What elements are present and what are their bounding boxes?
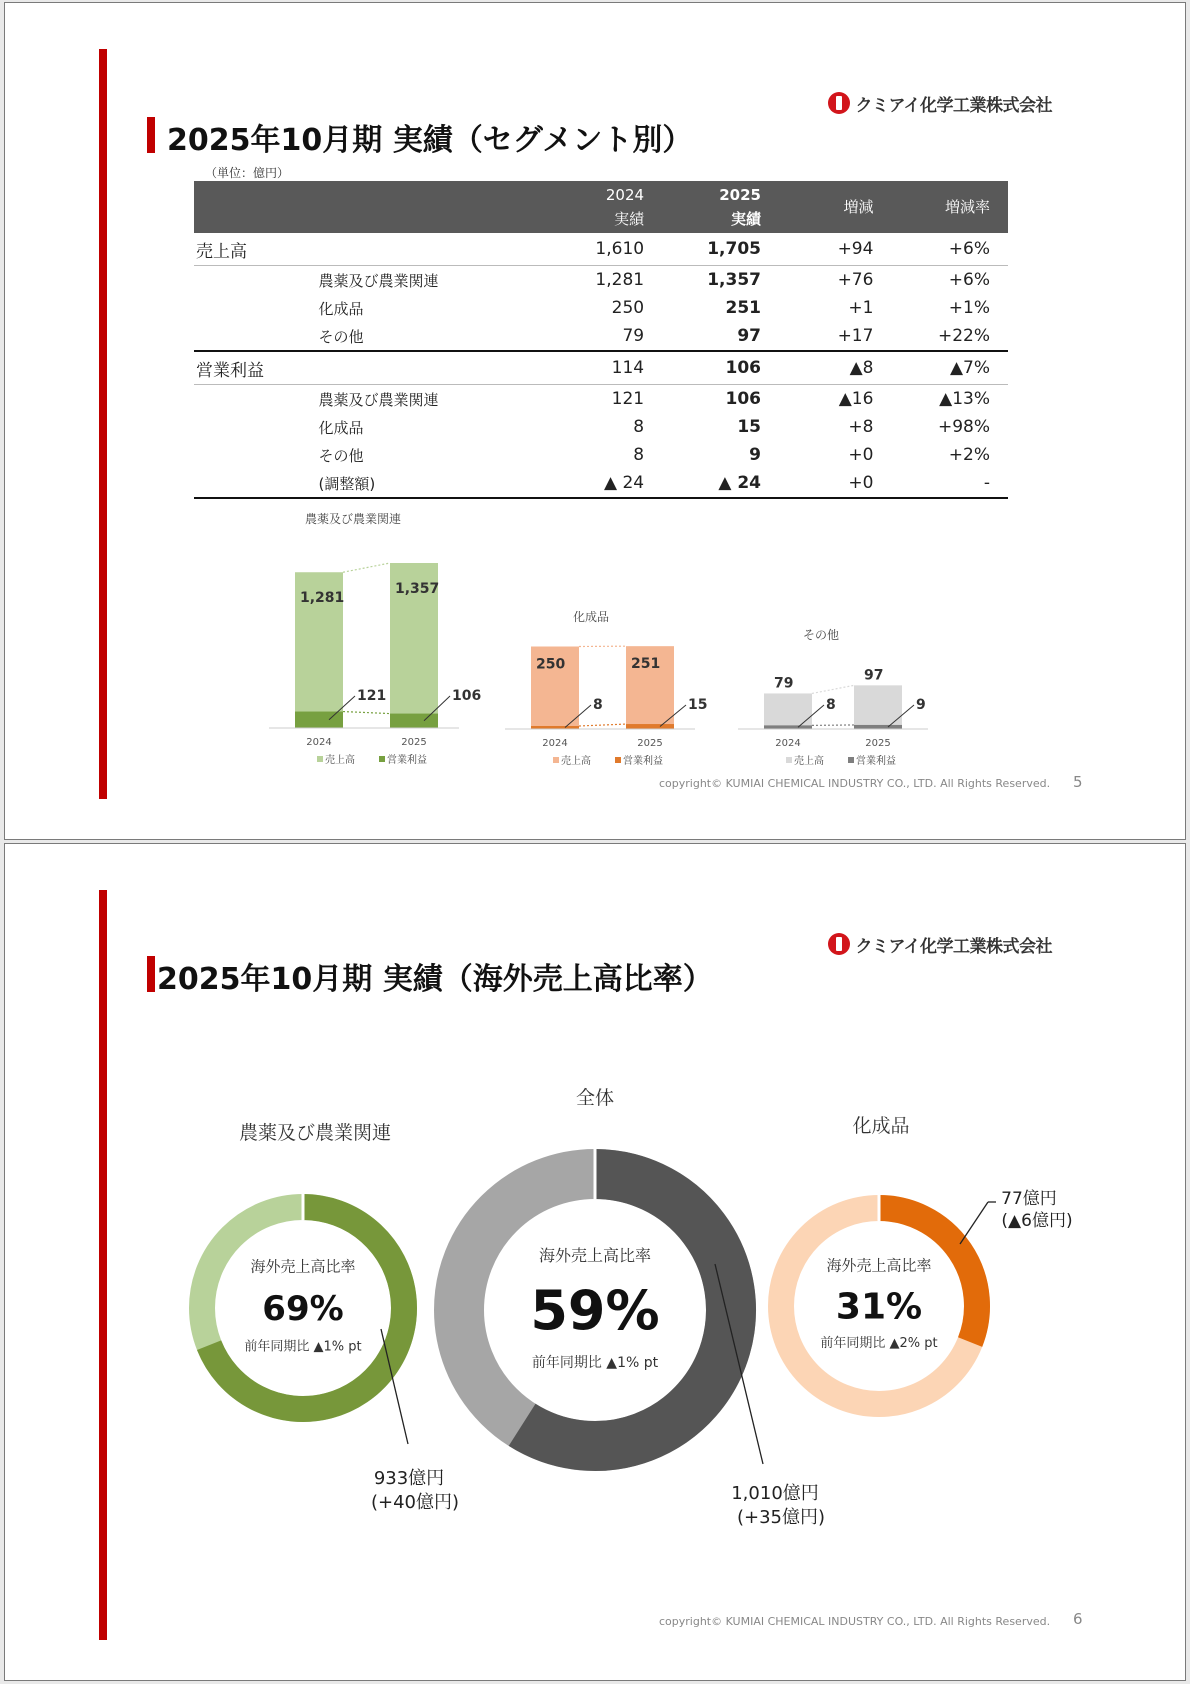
- row-label: 営業利益: [194, 351, 310, 385]
- value-diff: +76: [837, 270, 874, 290]
- legend-label-sales: 売上高: [325, 755, 355, 766]
- chart-title: 化成品: [573, 610, 610, 624]
- donut-center-label: 海外売上高比率: [538, 1246, 652, 1266]
- legend-label-sales: 売上高: [794, 756, 824, 767]
- sales-connector: [812, 685, 854, 693]
- value-2025: 97: [737, 326, 761, 346]
- donut-comparison: 前年同期比 ▲2% pt: [820, 1336, 938, 1352]
- profit-bar: [764, 725, 812, 729]
- sales-value-label: 1,281: [300, 590, 345, 607]
- donut-comparison: 前年同期比 ▲1% pt: [531, 1355, 659, 1372]
- profit-connector: [343, 712, 390, 714]
- amount-leader-line: [960, 1202, 988, 1244]
- value-rate: ▲7%: [891, 351, 1008, 385]
- profit-connector: [579, 724, 626, 726]
- value-rate: ▲13%: [939, 389, 990, 409]
- slide-title: 2025年10月期 実績（セグメント別）: [167, 123, 693, 158]
- overseas-amount-change: (+35億円): [736, 1507, 826, 1528]
- sales-bar: [854, 685, 902, 729]
- donut-center-label: 海外売上高比率: [826, 1256, 932, 1275]
- sales-value-label: 1,357: [395, 581, 440, 597]
- legend-swatch-sales: [786, 757, 792, 763]
- legend-swatch-sales: [553, 757, 559, 763]
- value-2025: 15: [737, 417, 761, 437]
- segment-chart-1: [505, 609, 707, 767]
- profit-value-label: 8: [593, 697, 603, 713]
- value-2024: 8: [633, 417, 645, 437]
- row-sublabel: (調整額): [310, 469, 546, 498]
- donut-title: 農薬及び農業関連: [238, 1122, 392, 1144]
- legend-label-profit: 営業利益: [387, 755, 427, 766]
- page-number: 5: [1073, 773, 1083, 791]
- slide-overseas-ratio: [4, 843, 1186, 1681]
- value-2024: 1,281: [595, 270, 645, 290]
- copyright-footer: copyright© KUMIAI CHEMICAL INDUSTRY CO., LTD. All Rights Reserved.: [659, 777, 1051, 790]
- donut-percent: 69%: [262, 1288, 344, 1329]
- profit-value-label: 8: [826, 697, 836, 713]
- overseas-donut-charts: [5, 844, 1187, 1682]
- value-rate: +98%: [937, 417, 990, 437]
- value-2025: 9: [749, 445, 761, 465]
- segment-bar-charts: [5, 3, 1187, 841]
- profit-bar: [626, 724, 674, 729]
- logo-text: クミアイ化学工業株式会社: [855, 936, 1052, 957]
- unit-label: （単位：億円）: [205, 166, 290, 180]
- sales-value-label: 97: [864, 667, 884, 684]
- x-tick-label: 2025: [637, 738, 663, 749]
- sales-bar: [764, 693, 812, 729]
- sales-value-label: 250: [536, 656, 566, 673]
- segment-chart-0: [269, 511, 481, 766]
- value-2024: ▲ 24: [546, 469, 662, 498]
- profit-value-label: 9: [916, 697, 926, 713]
- x-tick-label: 2025: [865, 738, 891, 749]
- donut-title: 全体: [575, 1087, 615, 1109]
- header-rate: 増減率: [891, 181, 1008, 233]
- legend-swatch-profit: [615, 757, 621, 763]
- value-diff: +1: [848, 298, 874, 318]
- donut-percent: 59%: [530, 1278, 660, 1342]
- overseas-amount-change: (▲6億円): [1001, 1211, 1073, 1231]
- value-diff: +0: [848, 445, 874, 465]
- sales-connector: [343, 563, 390, 572]
- value-2024: 1,610: [546, 233, 662, 266]
- value-2025: 106: [662, 351, 779, 385]
- value-rate: +22%: [937, 326, 990, 346]
- profit-bar: [854, 725, 902, 729]
- profit-bar: [390, 714, 438, 728]
- row-sublabel: 化成品: [318, 418, 364, 437]
- overseas-amount-change: (+40億円): [370, 1492, 460, 1513]
- donut-center-label: 海外売上高比率: [250, 1257, 356, 1276]
- donut-comparison: 前年同期比 ▲1% pt: [244, 1339, 362, 1355]
- slide-segment-results: [4, 2, 1186, 840]
- value-rate: +1%: [948, 298, 990, 318]
- row-sublabel: その他: [318, 446, 364, 465]
- x-tick-label: 2024: [306, 737, 332, 748]
- donut-title: 化成品: [852, 1115, 910, 1137]
- segment-chart-2: [738, 627, 928, 767]
- chart-title: 農薬及び農業関連: [305, 512, 402, 526]
- header-diff: 増減: [779, 181, 891, 233]
- value-2024: 250: [611, 298, 645, 318]
- legend-swatch-profit: [848, 757, 854, 763]
- value-rate: +2%: [948, 445, 990, 465]
- value-2025: 251: [725, 298, 761, 318]
- legend-label-profit: 営業利益: [856, 756, 896, 767]
- value-rate: +6%: [891, 233, 1008, 266]
- copyright-footer: copyright© KUMIAI CHEMICAL INDUSTRY CO., LTD. All Rights Reserved.: [659, 1615, 1051, 1628]
- profit-value-label: 121: [357, 688, 387, 704]
- row-sublabel: その他: [318, 327, 364, 346]
- x-tick-label: 2024: [542, 738, 568, 749]
- header-2024: 2024 実績: [546, 181, 662, 233]
- profit-value-label: 106: [452, 688, 482, 704]
- value-rate: +6%: [948, 270, 990, 290]
- value-2024: 114: [546, 351, 662, 385]
- x-tick-label: 2025: [401, 737, 427, 748]
- overseas-amount: 933億円: [373, 1468, 445, 1489]
- value-diff: +17: [837, 326, 874, 346]
- value-diff: +94: [779, 233, 891, 266]
- legend-swatch-sales: [317, 756, 323, 762]
- value-2025: ▲ 24: [662, 469, 779, 498]
- row-sublabel: 農薬及び農業関連: [318, 271, 439, 290]
- value-diff: +0: [779, 469, 891, 498]
- donut-chart-0: [202, 1122, 459, 1513]
- row-sublabel: 農薬及び農業関連: [318, 390, 439, 409]
- slide-title: 2025年10月期 実績（海外売上高比率）: [157, 962, 713, 997]
- value-diff: +8: [848, 417, 874, 437]
- chart-title: その他: [803, 628, 840, 642]
- sales-value-label: 251: [631, 656, 661, 673]
- value-diff: ▲8: [779, 351, 891, 385]
- legend-label-sales: 売上高: [561, 756, 591, 767]
- x-tick-label: 2024: [775, 738, 801, 749]
- value-2024: 121: [611, 389, 645, 409]
- value-2024: 79: [622, 326, 645, 346]
- value-2025: 1,357: [707, 270, 761, 290]
- logo-text: クミアイ化学工業株式会社: [855, 95, 1052, 116]
- value-2025: 106: [725, 389, 761, 409]
- profit-value-label: 15: [688, 697, 708, 713]
- sales-value-label: 79: [774, 675, 794, 692]
- value-diff: ▲16: [838, 389, 874, 409]
- row-label: 売上高: [194, 233, 310, 266]
- row-sublabel: 化成品: [318, 299, 364, 318]
- donut-chart-2: [781, 1115, 1073, 1404]
- value-2025: 1,705: [662, 233, 779, 266]
- value-rate: -: [891, 469, 1008, 498]
- legend-label-profit: 営業利益: [623, 756, 663, 767]
- legend-swatch-profit: [379, 756, 385, 762]
- header-2025: 2025 実績: [662, 181, 779, 233]
- donut-percent: 31%: [835, 1286, 923, 1328]
- overseas-amount: 1,010億円: [731, 1483, 819, 1504]
- page-number: 6: [1073, 1610, 1083, 1628]
- value-2024: 8: [633, 445, 645, 465]
- overseas-amount: 77億円: [1001, 1189, 1057, 1209]
